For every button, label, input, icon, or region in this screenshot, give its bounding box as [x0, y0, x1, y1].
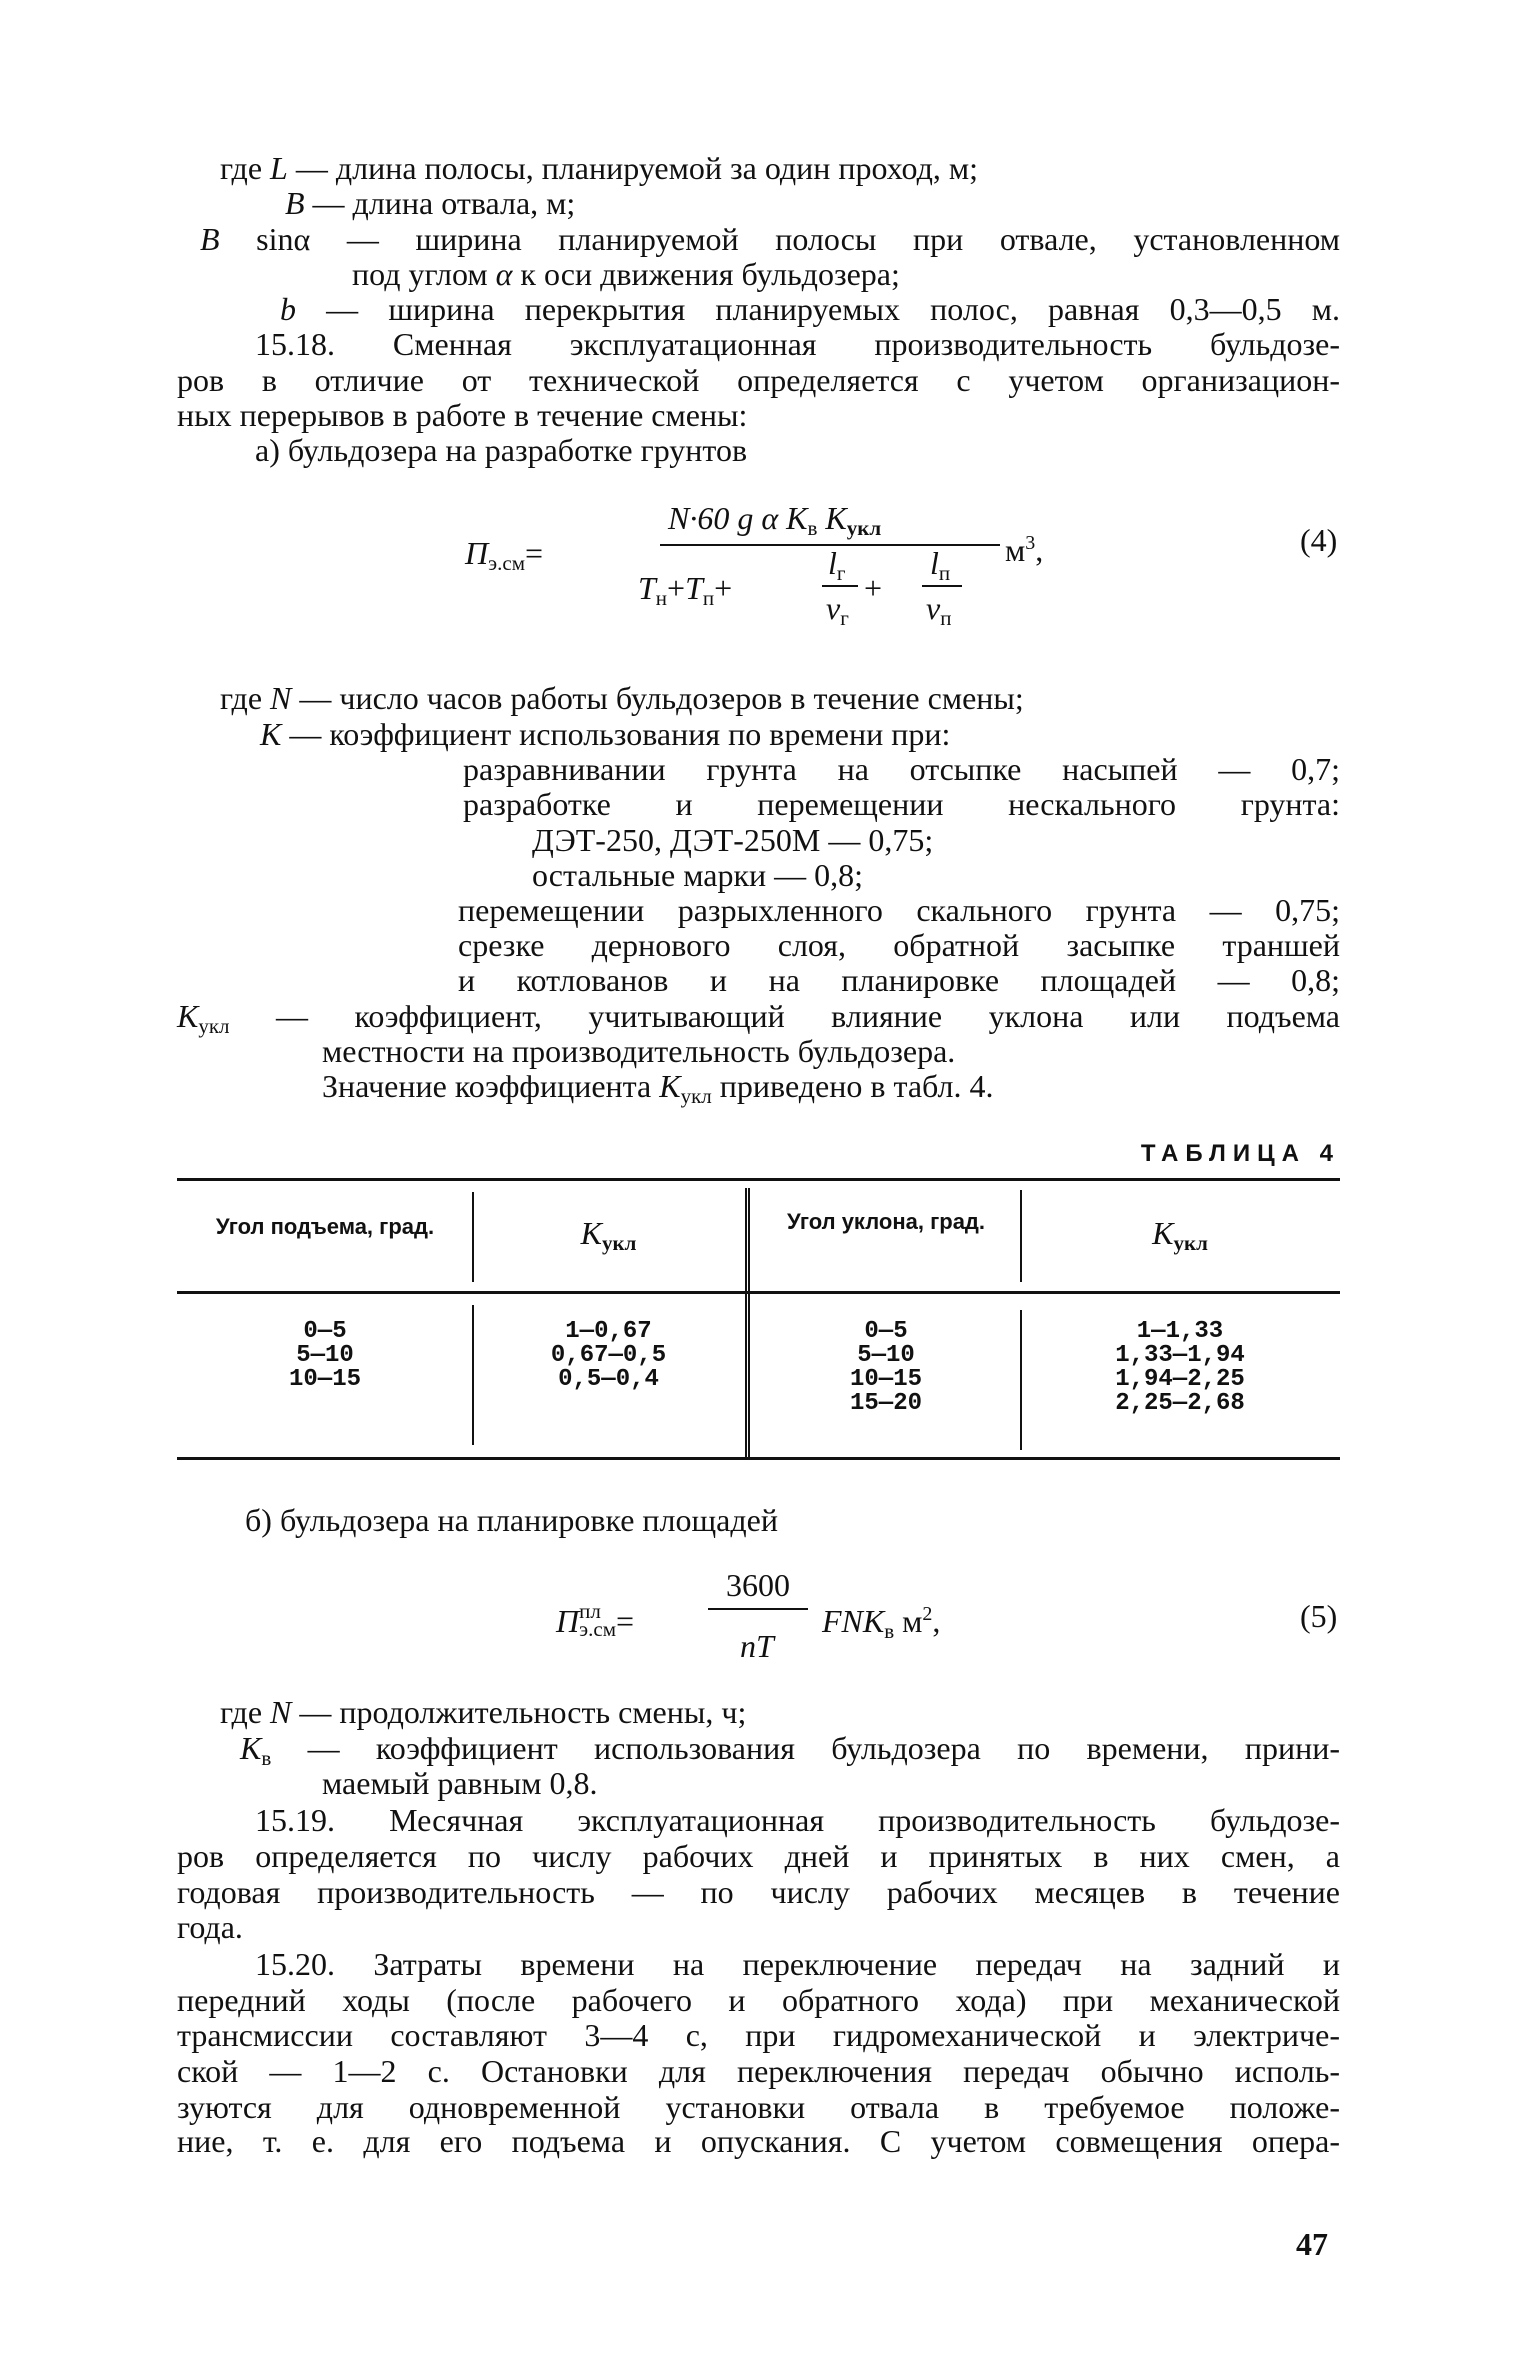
text-line [463, 751, 1340, 787]
sub: г [840, 606, 849, 630]
text-segment: — коэффициент, учитывающий влияние уклона или подъема [229, 998, 1340, 1034]
text-segment: разработке и перемещении нескального грунта: [463, 786, 1340, 822]
rest: FNK [822, 1603, 885, 1639]
text-line [532, 822, 933, 858]
text-segment: трансмиссии составляют 3—4 с, при гидромеханической и электриче- [177, 2017, 1340, 2053]
formula-lhs [556, 1599, 635, 1641]
symbol: П [556, 1603, 580, 1639]
v: v [826, 590, 841, 626]
text-line [177, 2123, 1340, 2159]
text-segment: приведено в табл. 4. [711, 1068, 994, 1104]
frac-v2 [926, 590, 951, 636]
header-k [472, 1215, 745, 1257]
formula-symbol: П [465, 535, 489, 571]
table-cell: 1—1,33 [1136, 1318, 1224, 1345]
den-t: T [685, 570, 703, 606]
text-line [322, 1068, 993, 1114]
equation-number: (4) [1300, 522, 1338, 558]
text-segment: в [261, 1746, 272, 1770]
text-segment: перемещении разрыхленного скального грунта — 0,75; [458, 892, 1340, 928]
text-line [322, 1033, 955, 1069]
table-rule-bottom [177, 1457, 1340, 1460]
text-segment: — длина полосы, планируемой за один проход, м; [287, 150, 979, 186]
text-segment: разравнивании грунта на отсыпке насыпей — 0,7; [463, 751, 1340, 787]
text-segment: года. [177, 1909, 243, 1945]
formula-sub: э.см [488, 551, 525, 575]
formula-eq: = [524, 535, 544, 571]
denominator: nT [740, 1628, 774, 1664]
formula-lhs [465, 535, 543, 581]
text-line [352, 256, 900, 292]
formula-unit [1005, 525, 1043, 568]
text-line [245, 1502, 778, 1538]
comma: , [932, 1603, 941, 1639]
text-line [177, 1838, 1340, 1874]
table-cell: 10—15 [288, 1366, 361, 1393]
table-cell: 1,33—1,94 [1115, 1342, 1245, 1369]
unit-sup: 3 [1025, 532, 1036, 554]
comma: , [1035, 532, 1044, 568]
l: l [828, 545, 837, 581]
text-line [260, 716, 950, 752]
text-line [177, 2017, 1340, 2053]
den-sub: н [655, 586, 668, 610]
text-segment: L [270, 150, 288, 186]
text-line [280, 291, 1340, 327]
text-segment: K [260, 716, 282, 752]
den-sub: п [702, 586, 715, 610]
num-text: N·60 g α K [668, 500, 808, 536]
text-line [177, 397, 747, 433]
text-segment: — коэффициент использования по времени при: [281, 716, 951, 752]
text-segment: б) бульдозера на планировке площадей [245, 1502, 778, 1538]
text-segment: K [240, 1730, 262, 1766]
text-segment: 15.19. Месячная эксплуатационная производительность бульдозе- [255, 1802, 1340, 1838]
sub: в [884, 1619, 895, 1643]
unit: м [1005, 532, 1026, 568]
text-segment: N [270, 680, 292, 716]
sub: п [940, 606, 952, 630]
text-line [322, 1765, 598, 1801]
sup-sub [579, 1599, 616, 1641]
text-segment: α [495, 256, 513, 292]
text-segment: ров определяется по числу рабочих дней и принятых в них смен, а [177, 1838, 1340, 1874]
text-segment: ДЭТ-250, ДЭТ-250М — 0,75; [532, 822, 934, 858]
text-segment: ние, т. е. для его подъема и опускания. С учетом совмещения опера- [177, 2123, 1340, 2159]
text-segment: b [280, 291, 296, 327]
text-line [255, 1802, 1340, 1838]
text-segment: — продолжительность смены, ч; [291, 1694, 747, 1730]
text-line [200, 221, 1340, 257]
text-line [255, 326, 1340, 362]
text-segment: местности на производительность бульдозера. [322, 1033, 956, 1069]
text-segment: укл [198, 1014, 230, 1038]
table-caption: ТАБЛИЦА 4 [1140, 1140, 1340, 1167]
sub: укл [601, 1231, 637, 1255]
plus: + [714, 570, 733, 606]
text-segment: а) бульдозера на разработке грунтов [255, 432, 748, 468]
table-cell: 10—15 [849, 1366, 922, 1393]
text-line [220, 1694, 746, 1730]
equation-number: (5) [1300, 1598, 1338, 1634]
text-segment: — число часов работы бульдозеров в течение смены; [291, 680, 1024, 716]
frac-v1 [826, 590, 849, 636]
text-segment: sinα — ширина планируемой полосы при отвале, установленном [219, 221, 1340, 257]
plus: + [864, 570, 883, 606]
text-segment: и котлованов и на планировке площадей — 0,8; [458, 962, 1340, 998]
text-segment: ров в отличие от технической определяется с учетом организацион- [177, 362, 1340, 398]
sub: э.см [579, 1617, 616, 1641]
den-t: T [638, 570, 656, 606]
text-line [177, 2089, 1340, 2125]
table-cell: 0,67—0,5 [550, 1342, 667, 1369]
text-line [255, 432, 747, 468]
l: l [930, 545, 939, 581]
text-segment: к оси движения бульдозера; [512, 256, 900, 292]
text-line [285, 185, 575, 221]
formula-denominator [638, 570, 732, 616]
text-segment: B [200, 221, 220, 257]
sub: г [836, 561, 846, 585]
table-cell: 1—0,67 [565, 1318, 652, 1345]
text-line [177, 2053, 1340, 2089]
text-line [458, 962, 1340, 998]
text-line [220, 150, 978, 186]
text-segment: ных перерывов в работе в течение смены: [177, 397, 748, 433]
text-segment: остальные марки — 0,8; [532, 857, 864, 893]
table-cell: 0—5 [303, 1318, 347, 1345]
formula-rest [822, 1596, 940, 1649]
sub: укл [1173, 1231, 1208, 1255]
eq: = [615, 1603, 635, 1639]
header-angle-up: Угол подъема, град. [215, 1214, 435, 1239]
table-rule-header [177, 1291, 1340, 1294]
num-sub: в [807, 516, 818, 540]
table-cell: 2,25—2,68 [1115, 1390, 1245, 1417]
text-segment: передний ходы (после рабочего и обратного хода) при механической [177, 1982, 1340, 2018]
text-segment: — ширина перекрытия планируемых полос, равная 0,3—0,5 м. [296, 291, 1340, 327]
text-segment: K [659, 1068, 681, 1104]
num-sub: укл [846, 516, 882, 540]
fraction-bar [922, 585, 962, 587]
table-cell: 15—20 [849, 1390, 922, 1417]
sup: пл [579, 1599, 601, 1623]
text-line [463, 786, 1340, 822]
table-cell: 0,5—0,4 [558, 1366, 659, 1393]
table-rule-top [177, 1178, 1340, 1181]
v: v [926, 590, 941, 626]
sup: 2 [922, 1603, 933, 1625]
text-segment: укл [680, 1084, 712, 1108]
text-line [177, 1909, 243, 1945]
plus: + [667, 570, 686, 606]
text-segment: маемый равным 0,8. [322, 1765, 598, 1801]
text-segment: — длина отвала, м; [304, 185, 576, 221]
text-line [255, 1946, 1340, 1982]
table-cell: 5—10 [857, 1342, 915, 1369]
column-double-divider [745, 1188, 750, 1458]
unit: м [894, 1603, 923, 1639]
text-segment: B [285, 185, 305, 221]
fraction-bar [822, 585, 858, 587]
text-line [458, 892, 1340, 928]
text-line [220, 680, 1024, 716]
text-line [458, 927, 1340, 963]
k: K [580, 1215, 602, 1251]
header-k [1020, 1215, 1340, 1257]
text-line [177, 1874, 1340, 1910]
page-number: 47 [1296, 2226, 1328, 2262]
text-segment: зуются для одновременной установки отвала в требуемое положе- [177, 2089, 1340, 2125]
text-segment: — коэффициент использования бульдозера по времени, прини- [271, 1730, 1340, 1766]
text-segment: Значение коэффициента [322, 1068, 660, 1104]
text-segment: N [270, 1694, 292, 1730]
text-line [177, 362, 1340, 398]
text-segment: где [220, 150, 271, 186]
formula-numerator [668, 500, 881, 546]
text-segment: 15.20. Затраты времени на переключение передач на задний и [255, 1946, 1340, 1982]
table-cell: 1,94—2,25 [1115, 1366, 1245, 1393]
k: K [1152, 1215, 1174, 1251]
text-segment: где [220, 1694, 271, 1730]
text-segment: K [177, 998, 199, 1034]
header-angle-down: Угол уклона, град. [787, 1209, 985, 1234]
table-cell: 5—10 [296, 1342, 354, 1369]
text-line [177, 1982, 1340, 2018]
num-text: K [817, 500, 847, 536]
text-segment: где [220, 680, 271, 716]
text-segment: ской — 1—2 с. Остановки для переключения передач обычно исполь- [177, 2053, 1340, 2089]
fraction-bar [708, 1608, 808, 1610]
text-segment: 15.18. Сменная эксплуатационная производительность бульдозе- [255, 326, 1340, 362]
text-segment: срезке дернового слоя, обратной засыпке траншей [458, 927, 1340, 963]
sub: п [938, 561, 951, 585]
text-line [532, 857, 863, 893]
table-cell: 0—5 [864, 1318, 908, 1345]
text-segment: под углом [352, 256, 496, 292]
numerator: 3600 [726, 1567, 790, 1603]
text-segment: годовая производительность — по числу рабочих месяцев в течение [177, 1874, 1340, 1910]
